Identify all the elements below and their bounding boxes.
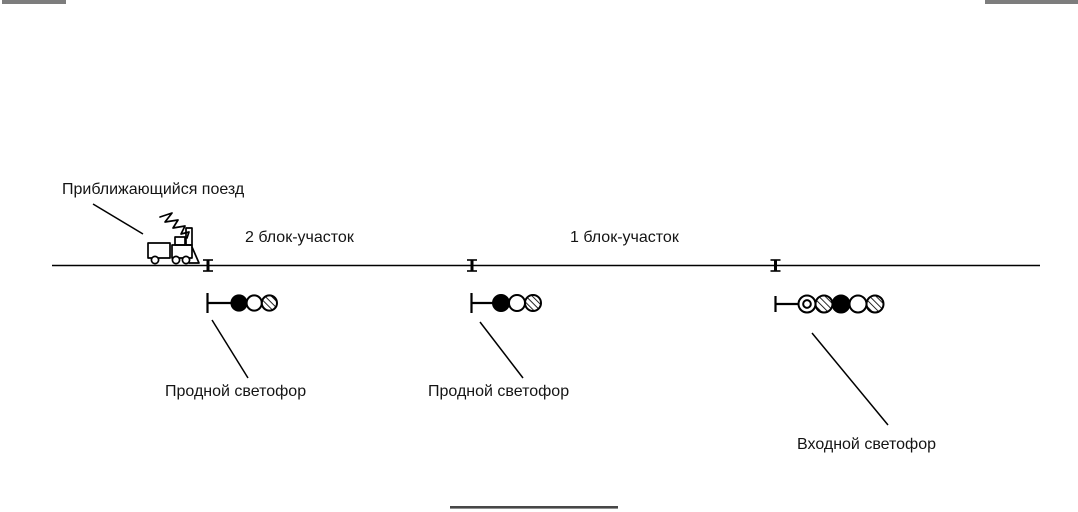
hatched-lamp-icon	[867, 296, 884, 313]
passing-signal-2	[472, 293, 542, 313]
top-left-window-edge	[2, 0, 66, 4]
passing-signal-1-label: Продной светофор	[165, 383, 307, 400]
passing-signal-1	[208, 293, 278, 313]
signal-lamps	[799, 296, 884, 313]
black-lamp-icon	[231, 295, 246, 310]
white-lamp-icon	[509, 295, 525, 311]
hatched-lamp-icon	[262, 295, 277, 310]
signal-lamps	[493, 295, 541, 311]
top-right-window-edge	[985, 0, 1078, 4]
entrance-signal	[776, 296, 884, 313]
passing-signal-2-label: Продной светофор	[428, 383, 570, 400]
entrance-signal-label: Входной светофор	[797, 436, 937, 453]
train-icon	[148, 213, 199, 264]
passing-signal-2-leader-line	[480, 322, 523, 378]
black-lamp-icon	[493, 295, 509, 311]
hatched-lamp-icon	[525, 295, 541, 311]
block-section-1-label: 1 блок-участок	[570, 229, 679, 246]
inner-ring-icon	[803, 300, 811, 308]
signal-lamps	[231, 295, 277, 310]
smoke-icon	[160, 213, 189, 238]
bottom-edge-line	[450, 506, 618, 509]
approaching-train-leader-line	[93, 204, 143, 234]
hatched-lamp-icon	[816, 296, 833, 313]
passing-signal-1-leader-line	[212, 320, 248, 378]
entrance-signal-leader-line	[812, 333, 888, 425]
white-lamp-icon	[247, 295, 262, 310]
black-lamp-icon	[833, 296, 850, 313]
white-lamp-icon	[850, 296, 867, 313]
approaching-train-label: Приближающийся поезд	[62, 181, 245, 198]
block-section-2-label: 2 блок-участок	[245, 229, 354, 246]
